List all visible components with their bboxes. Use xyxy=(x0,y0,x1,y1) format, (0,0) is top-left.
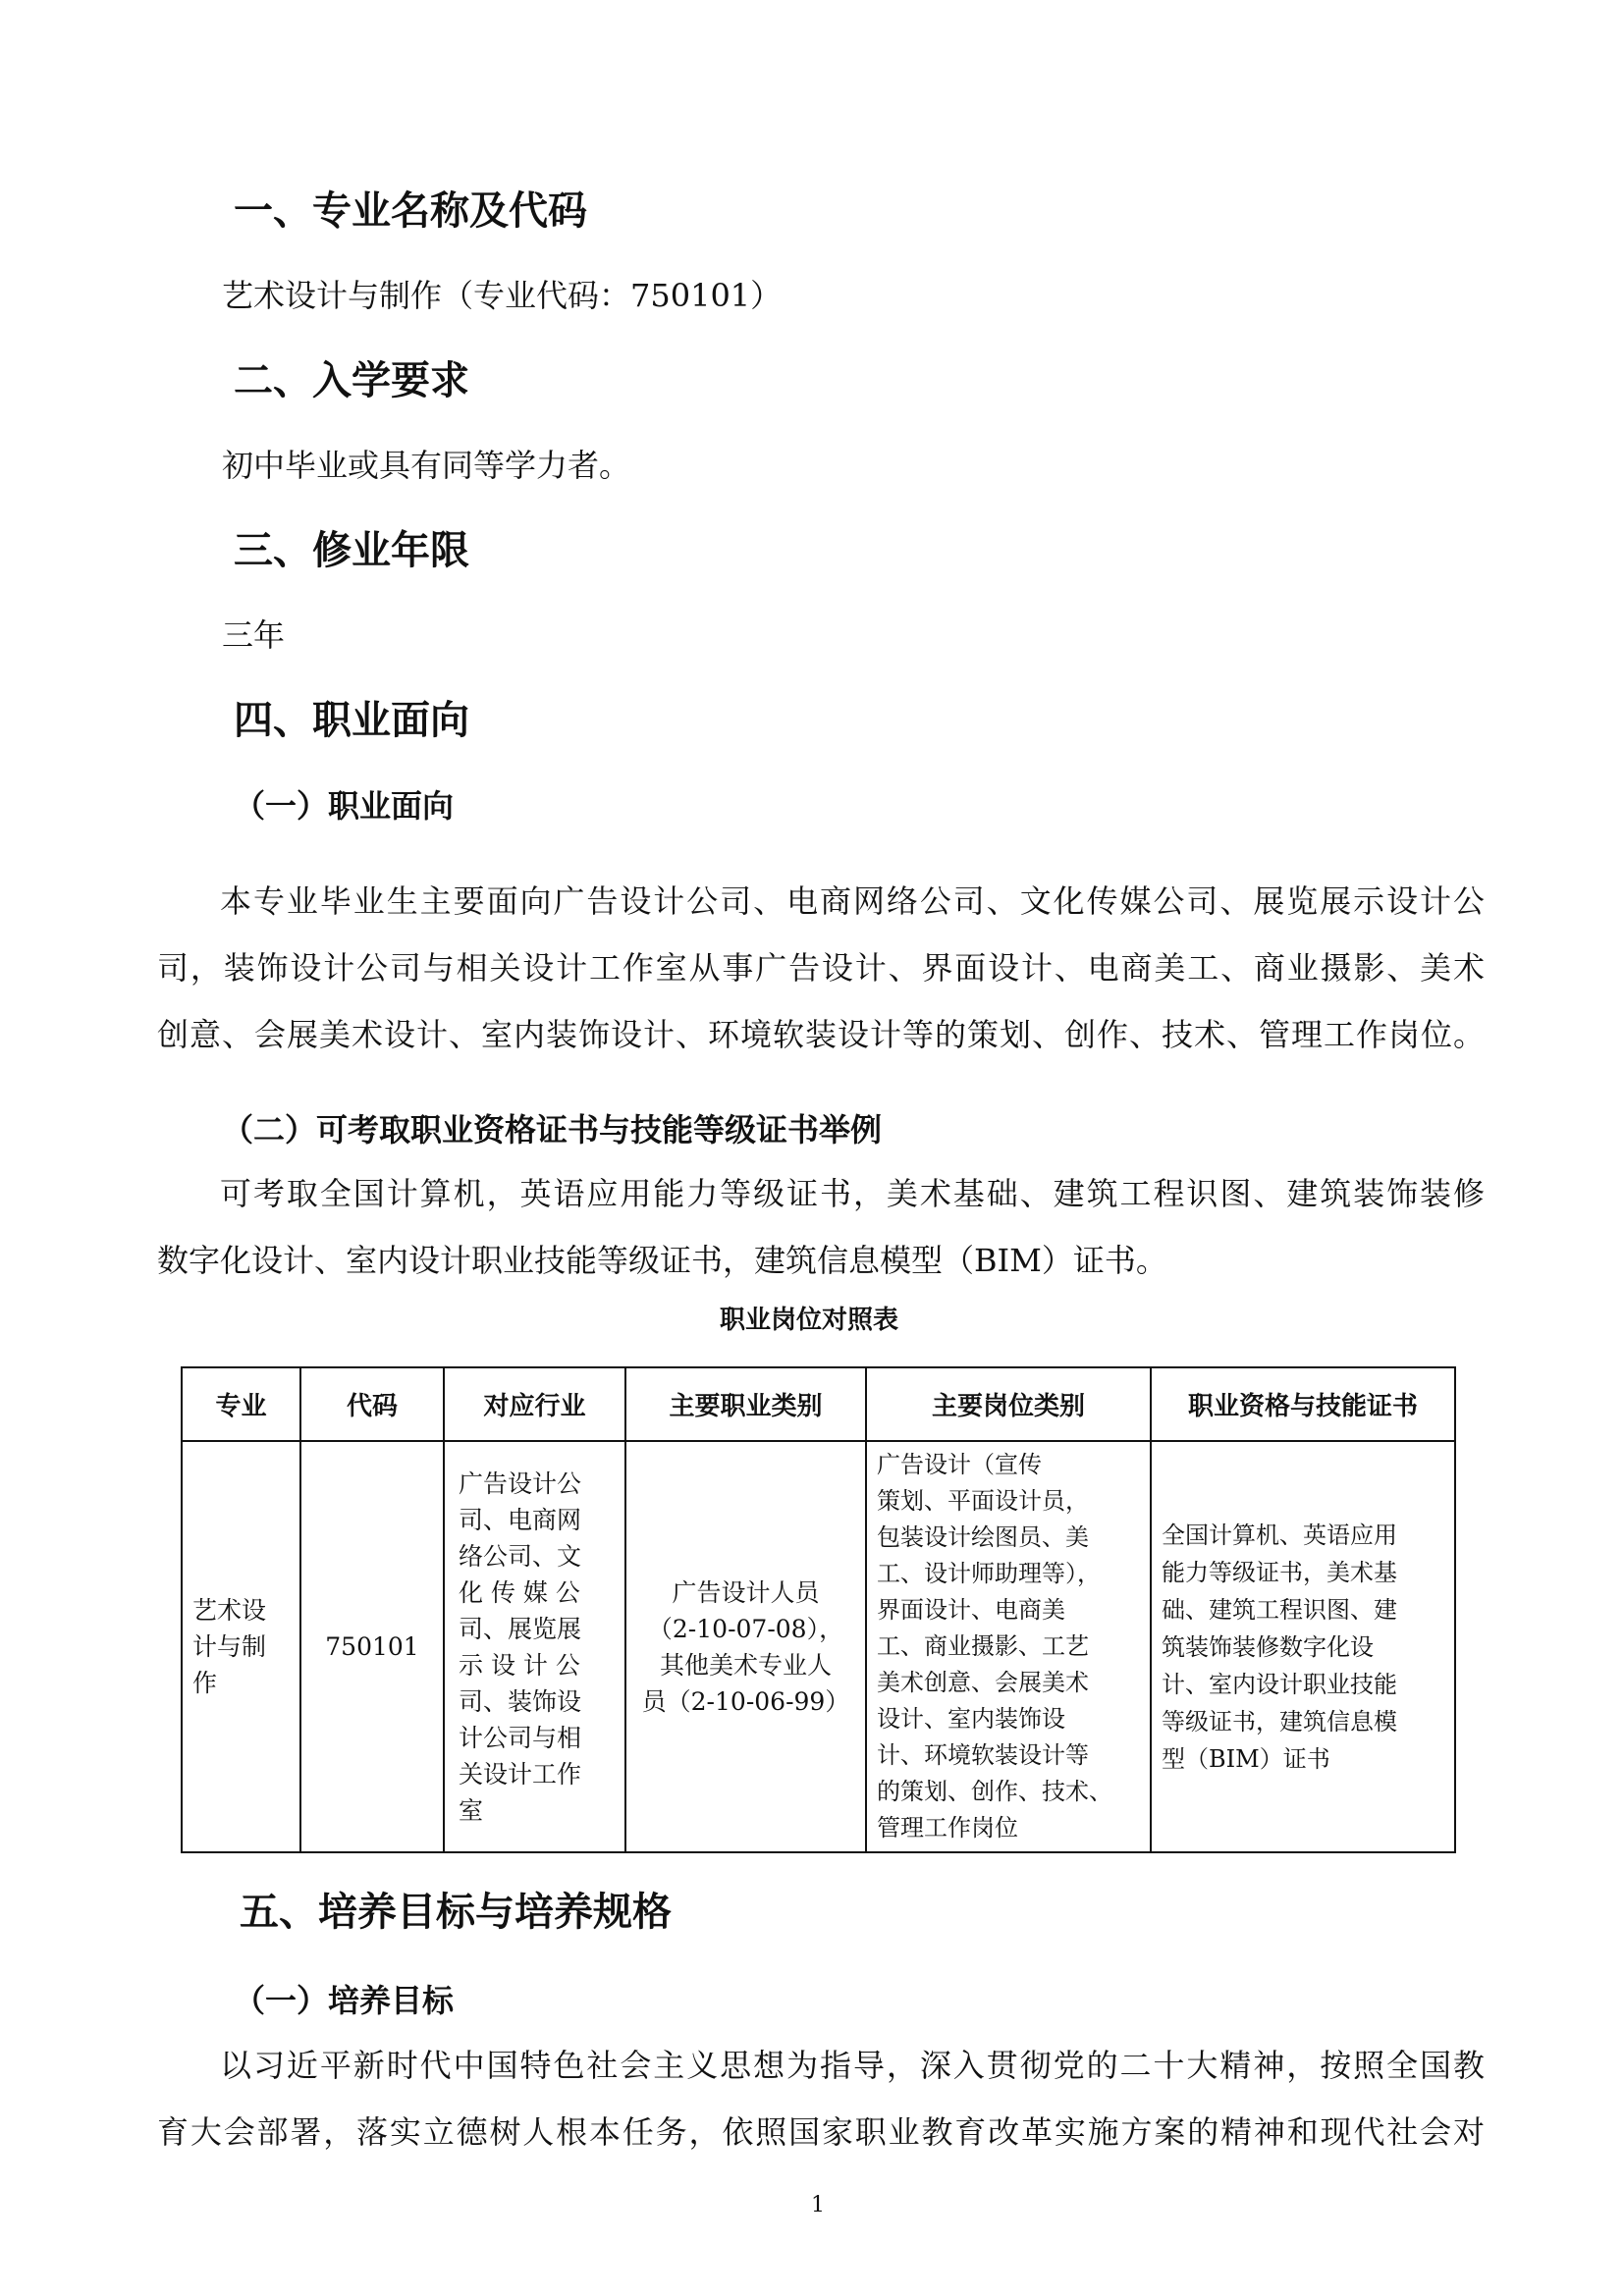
cell-line: 包装设计绘图员、美 xyxy=(877,1523,1089,1551)
cell-line: 其他美术专业人 xyxy=(659,1650,832,1680)
section-2-heading: 二、入学要求 xyxy=(234,358,469,403)
table-header-cell: 职业资格与技能证书 xyxy=(1151,1367,1455,1441)
cell-certificate xyxy=(1151,1441,1455,1852)
cell-line: 络公司、文 xyxy=(459,1541,582,1571)
paragraph-line: 本专业毕业生主要面向广告设计公司、电商网络公司、文化传媒公司、展览展示设计公 xyxy=(220,882,1485,920)
table-caption: 职业岗位对照表 xyxy=(720,1306,899,1335)
cell-occupation xyxy=(625,1441,866,1852)
cell-line: 司、展览展 xyxy=(459,1614,582,1643)
cell-line: 管理工作岗位 xyxy=(877,1814,1018,1842)
table-header-cell: 主要职业类别 xyxy=(625,1367,866,1441)
cell-line: 全国计算机、英语应用 xyxy=(1162,1521,1397,1549)
section-4-sub1-heading: （一）职业面向 xyxy=(234,787,455,825)
cell-line: 工、设计师助理等）， xyxy=(877,1560,1101,1587)
cell-line: 型（BIM）证书 xyxy=(1162,1744,1330,1773)
table-header-cell: 对应行业 xyxy=(444,1367,625,1441)
cell-line: 计、环境软装设计等 xyxy=(877,1741,1089,1769)
cell-line: 计公司与相 xyxy=(459,1723,582,1752)
cell-position xyxy=(866,1441,1151,1852)
section-4-sub2-heading: （二）可考取职业资格证书与技能等级证书举例 xyxy=(222,1111,883,1148)
cell-line: 司、装饰设 xyxy=(459,1686,582,1716)
cell-line: 筑装饰装修数字化设 xyxy=(1162,1632,1374,1661)
cell-line: 计、室内设计职业技能 xyxy=(1162,1670,1397,1698)
section-2-body: 初中毕业或具有同等学力者。 xyxy=(222,447,631,484)
section-5-sub1-paragraph xyxy=(157,2032,1485,2165)
cell-code: 750101 xyxy=(300,1441,444,1852)
cell-major xyxy=(182,1441,300,1852)
cell-line: 广告设计人员 xyxy=(672,1577,820,1607)
paragraph-line: 可考取全国计算机，英语应用能力等级证书，美术基础、建筑工程识图、建筑装饰装修 xyxy=(220,1175,1485,1212)
cell-line: 化 传 媒 公 xyxy=(459,1577,580,1607)
table-header-cell: 代码 xyxy=(300,1367,444,1441)
section-5-heading: 五、培养目标与培养规格 xyxy=(240,1890,672,1935)
cell-line: 广告设计（宣传 xyxy=(877,1451,1042,1478)
paragraph-line: 数字化设计、室内设计职业技能等级证书，建筑信息模型（BIM）证书。 xyxy=(157,1242,1167,1279)
section-3-body: 三年 xyxy=(222,616,286,654)
section-3-heading: 三、修业年限 xyxy=(234,528,469,573)
cell-line: 能力等级证书，美术基 xyxy=(1162,1558,1397,1586)
paragraph-line: 司，装饰设计公司与相关设计工作室从事广告设计、界面设计、电商美工、商业摄影、美术 xyxy=(157,949,1485,987)
paragraph-line: 育大会部署，落实立德树人根本任务，依照国家职业教育改革实施方案的精神和现代社会对 xyxy=(157,2113,1485,2151)
cell-line: 计与制 xyxy=(192,1632,267,1661)
cell-line: 作 xyxy=(192,1669,218,1697)
section-4-heading: 四、职业面向 xyxy=(234,698,469,743)
cell-line: 艺术设 xyxy=(192,1596,267,1625)
page-number: 1 xyxy=(811,2193,825,2217)
table-header-row xyxy=(182,1367,1455,1441)
table-header-cell: 主要岗位类别 xyxy=(866,1367,1151,1441)
cell-line: 示 设 计 公 xyxy=(459,1650,580,1680)
cell-line: 广告设计公 xyxy=(459,1468,582,1498)
cell-line: 的策划、创作、技术、 xyxy=(877,1778,1112,1805)
table-row xyxy=(182,1441,1455,1852)
section-1-heading: 一、专业名称及代码 xyxy=(234,188,587,234)
section-4-sub1-paragraph xyxy=(157,868,1485,1068)
cell-line: 等级证书，建筑信息模 xyxy=(1162,1707,1397,1735)
cell-line: 策划、平面设计员， xyxy=(877,1487,1089,1515)
paragraph-line: 创意、会展美术设计、室内装饰设计、环境软装设计等的策划、创作、技术、管理工作岗位。 xyxy=(157,1016,1485,1053)
section-1-body: 艺术设计与制作（专业代码：750101） xyxy=(222,277,783,314)
section-4-sub2-paragraph xyxy=(157,1160,1485,1294)
section-5-sub1-heading: （一）培养目标 xyxy=(234,1982,455,2019)
cell-line: 室 xyxy=(459,1795,484,1825)
cell-line: 设计、室内装饰设 xyxy=(877,1705,1065,1733)
cell-line: 工、商业摄影、工艺 xyxy=(877,1632,1089,1660)
cell-line: 界面设计、电商美 xyxy=(877,1596,1065,1624)
cell-line: 础、建筑工程识图、建 xyxy=(1162,1595,1397,1624)
table-header-cell: 专业 xyxy=(182,1367,300,1441)
cell-line: 员（2-10-06-99） xyxy=(641,1686,850,1716)
cell-line: 关设计工作 xyxy=(459,1759,582,1789)
paragraph-line: 以习近平新时代中国特色社会主义思想为指导，深入贯彻党的二十大精神，按照全国教 xyxy=(220,2047,1485,2084)
cell-line: 司、电商网 xyxy=(459,1505,582,1534)
cell-line: （2-10-07-08）， xyxy=(647,1614,844,1643)
occupation-table xyxy=(181,1366,1456,1853)
cell-industry xyxy=(444,1441,625,1852)
cell-line: 美术创意、会展美术 xyxy=(877,1669,1089,1696)
